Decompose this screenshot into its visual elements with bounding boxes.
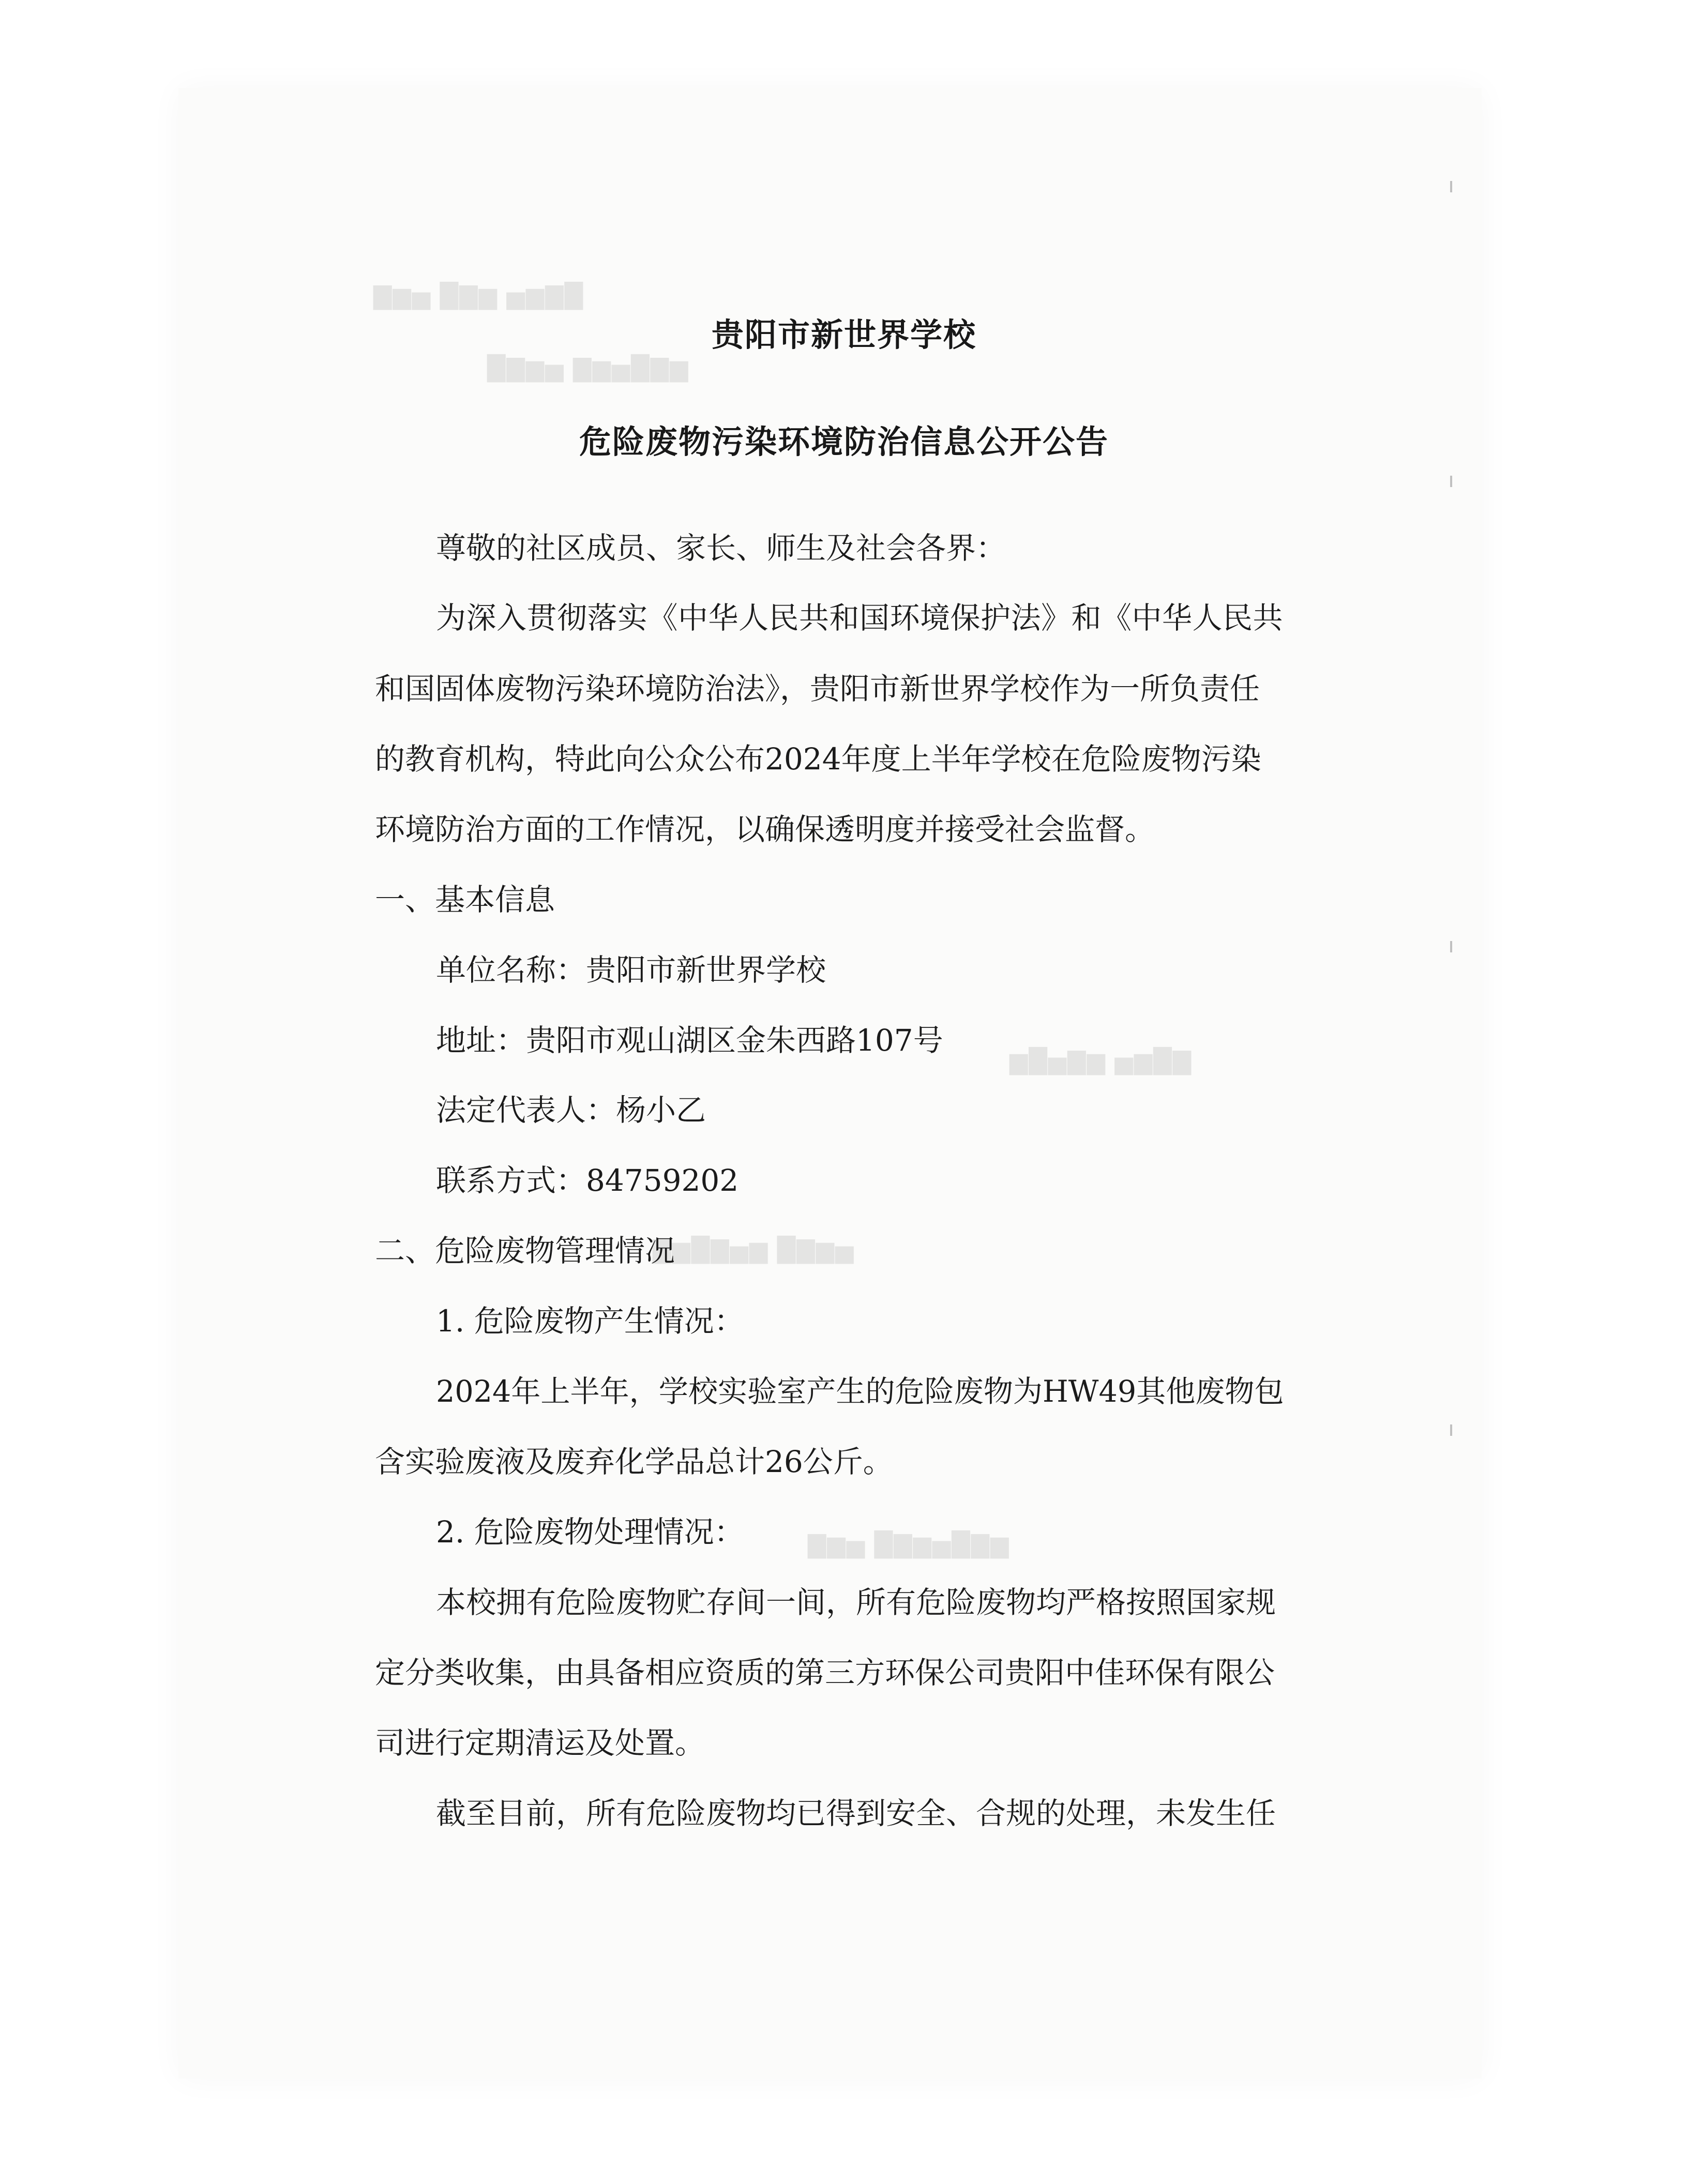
disposal-line-3: 司进行定期清运及处置。 [375, 1725, 705, 1761]
subheading-waste-disposal: 2. 危险废物处理情况： [436, 1514, 744, 1550]
subheading-waste-generation: 1. 危险废物产生情况： [436, 1303, 744, 1339]
disposal-line-2: 定分类收集，由具备相应资质的第三方环保公司贵阳中佳环保有限公 [375, 1655, 1275, 1690]
scan-mark [1450, 941, 1452, 952]
address: 地址：贵阳市观山湖区金朱西路107号 [436, 1023, 943, 1058]
bleed-through-mark: ▇█▆▅ ▆▇▅█▆ [1008, 1047, 1192, 1075]
intro-line-2: 和国固体废物污染环境防治法》，贵阳市新世界学校作为一所负责任 [375, 671, 1260, 706]
paper-sheet [178, 88, 1482, 2079]
disposal-line-4: 截至目前，所有危险废物均已得到安全、合规的处理，未发生任 [436, 1796, 1276, 1831]
document-title-school: 贵阳市新世界学校 [711, 316, 976, 354]
section-heading-basic-info: 一、基本信息 [375, 882, 555, 917]
scan-mark [1450, 476, 1452, 487]
legal-representative: 法定代表人：杨小乙 [436, 1093, 706, 1128]
bleed-through-mark: ▅▆▇█ ▆▅▇█▆▇ [652, 1236, 854, 1264]
bleed-through-mark: ▆▇█▅▆▇ ▅▆▇█ [486, 354, 688, 382]
generation-line-1: 2024年上半年，学校实验室产生的危险废物为HW49其他废物包 [436, 1374, 1284, 1409]
scan-mark [1450, 181, 1452, 192]
bleed-through-mark: █▇▆▅ ▆▇█ ▅▆▇ [372, 282, 583, 310]
intro-line-3: 的教育机构，特此向公众公布2024年度上半年学校在危险废物污染 [375, 741, 1261, 777]
disposal-line-1: 本校拥有危险废物贮存间一间，所有危险废物均严格按照国家规 [436, 1585, 1276, 1620]
intro-line-4: 环境防治方面的工作情况，以确保透明度并接受社会监督。 [375, 812, 1155, 847]
unit-name: 单位名称：贵阳市新世界学校 [436, 952, 826, 988]
generation-line-2: 含实验废液及废弃化学品总计26公斤。 [375, 1444, 893, 1479]
salutation: 尊敬的社区成员、家长、师生及社会各界： [436, 530, 1006, 566]
section-heading-hazardous-waste: 二、危险废物管理情况 [375, 1233, 675, 1268]
contact-number: 联系方式：84759202 [436, 1163, 739, 1198]
bleed-through-mark: ▆▇█▅▆▇█ ▅▆▇ [807, 1530, 1009, 1558]
intro-line-1: 为深入贯彻落实《中华人民共和国环境保护法》和《中华人民共 [436, 600, 1284, 635]
scan-mark [1450, 1424, 1452, 1436]
document-title-notice: 危险废物污染环境防治信息公开公告 [579, 423, 1109, 461]
